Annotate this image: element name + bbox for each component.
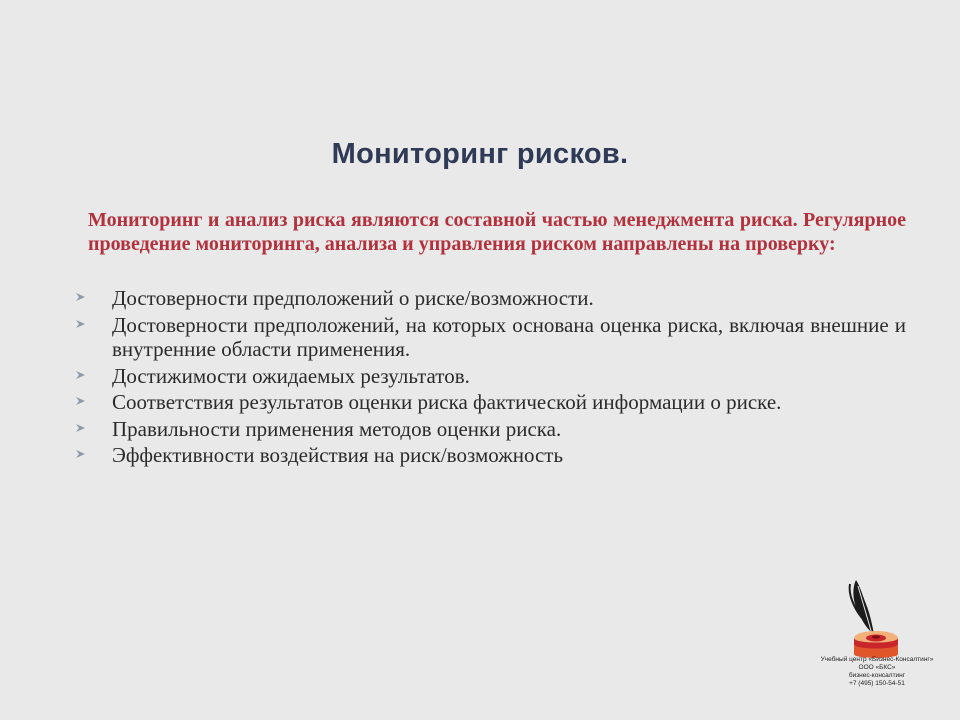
list-item (74, 286, 906, 311)
logo-caption (812, 656, 942, 688)
logo-caption-line: +7 (495) 150-54-51 (849, 680, 905, 687)
list-item-text: Достоверности предположений о риске/возможности. (112, 286, 594, 310)
logo-caption-line: Учебный центр «Бизнес-Консалтинг» (820, 656, 934, 663)
list-item-text: Эффективности воздействия на риск/возможность (112, 443, 564, 467)
list-item-text: Достоверности предположений, на которых основана оценка риска, включая внешние и внутренние области применения. (112, 312, 906, 361)
arrow-bullet-icon (74, 394, 88, 408)
slide-title: Мониторинг рисков. (331, 138, 629, 170)
list-item-text: Соответствия результатов оценки риска фактической информации о риске. (112, 390, 782, 414)
intro-paragraph: Мониторинг и анализ риска являются составной частью менеджмента риска. Регулярное проведение мониторинга, анализа и управления риском направлены на проверку: (88, 209, 906, 255)
logo-caption-line: бизнес-консалтинг (848, 672, 906, 679)
list-item (74, 313, 906, 362)
list-item (74, 390, 906, 415)
list-item-text: Достижимости ожидаемых результатов. (112, 363, 470, 388)
list-item (74, 417, 906, 442)
arrow-bullet-icon (74, 421, 88, 435)
arrow-bullet-icon (74, 368, 88, 382)
bullet-list (74, 286, 906, 470)
arrow-bullet-icon (74, 290, 88, 304)
list-item (74, 443, 906, 468)
list-item-text: Правильности применения методов оценки риска. (112, 416, 562, 441)
list-item (74, 364, 906, 389)
arrow-bullet-icon (74, 447, 88, 461)
logo-caption-line: ООО «БКС» (858, 664, 896, 671)
arrow-bullet-icon (74, 317, 88, 331)
